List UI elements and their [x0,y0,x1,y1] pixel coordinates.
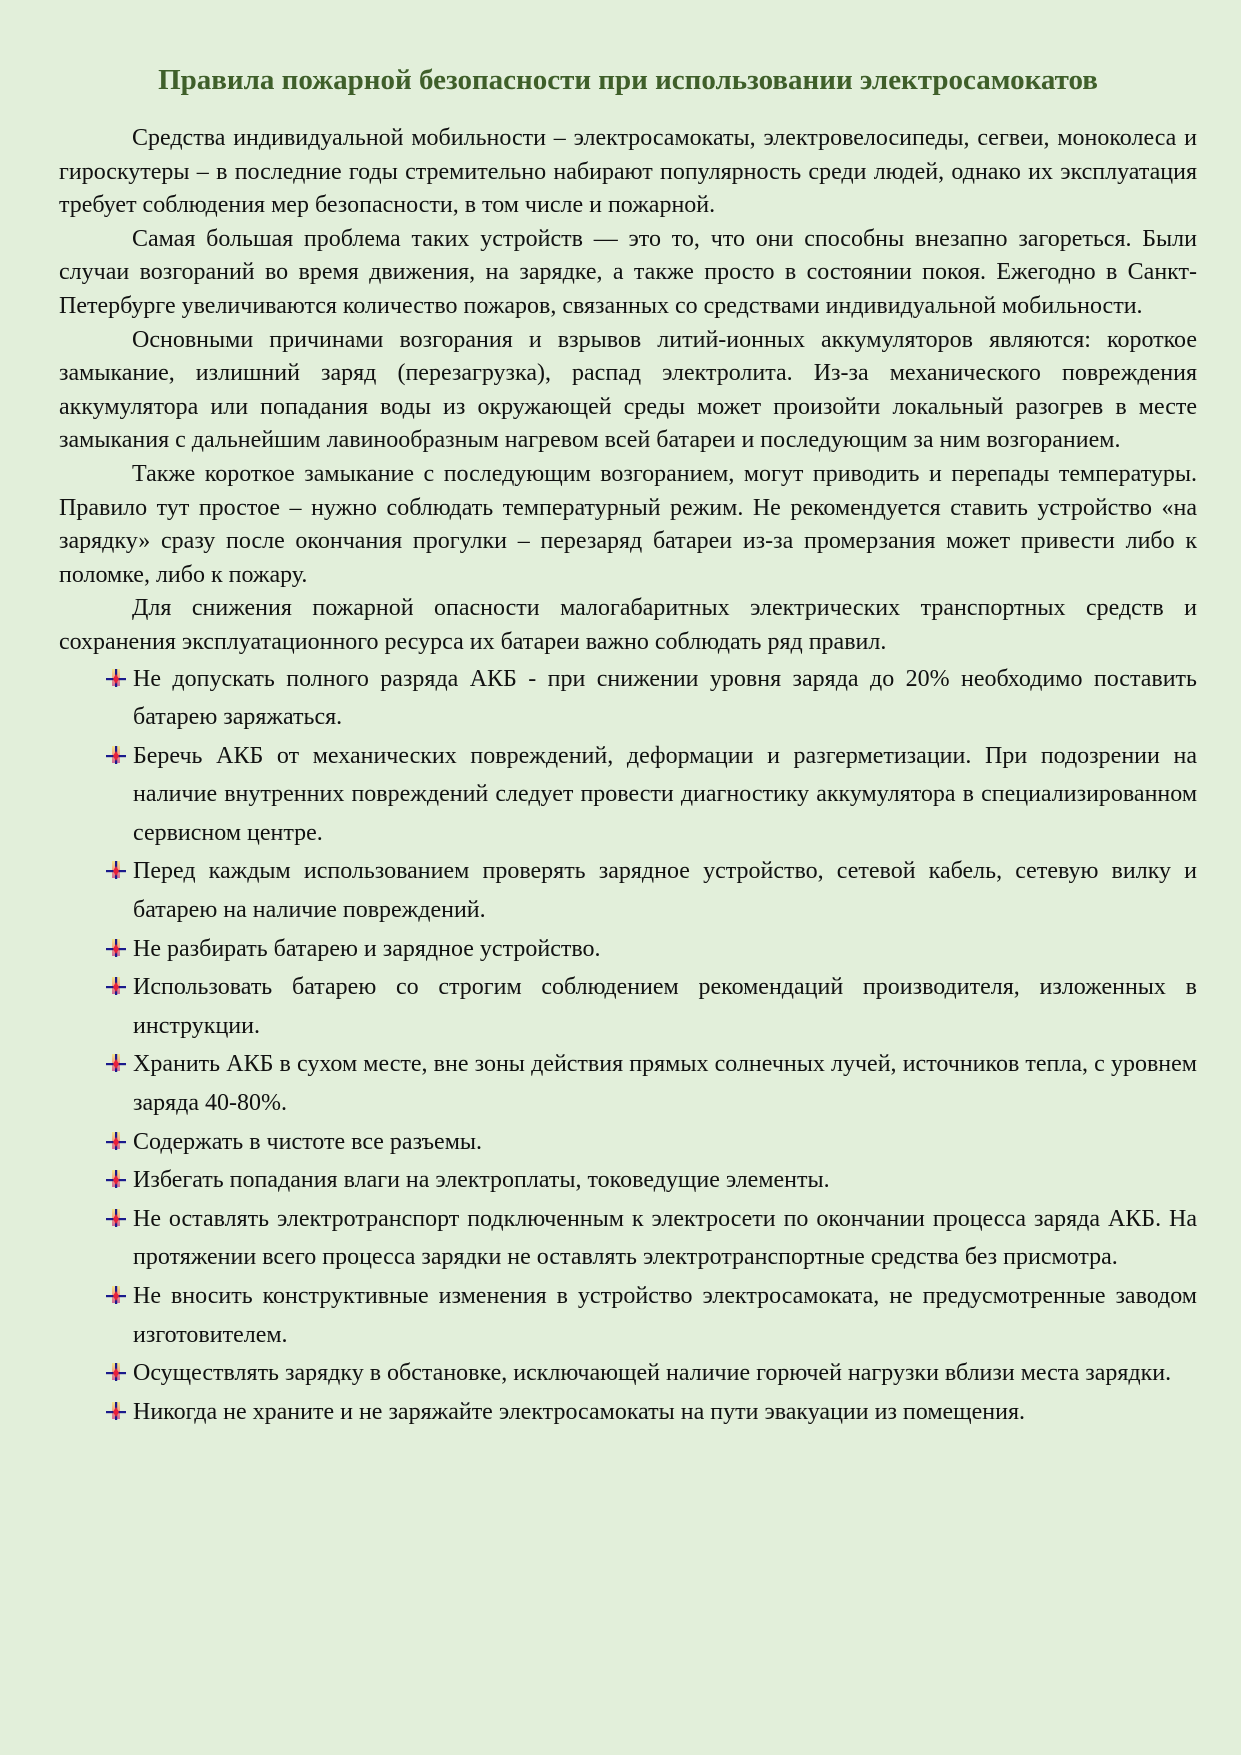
list-item [59,1123,1197,1162]
list-item-text: Осуществлять зарядку в обстановке, исключающей наличие горючей нагрузки вблизи места зарядки. [133,1360,1172,1387]
plus-star-icon [103,668,129,688]
plus-star-icon [103,1362,129,1382]
list-item [59,1045,1197,1122]
list-item-text: Не допускать полного разряда АКБ - при снижении уровня заряда до 20% необходимо поставить батарею заряжаться. [133,665,1197,731]
paragraph-1: Средства индивидуальной мобильности – электросамокаты, электровелосипеды, сегвеи, моноколеса и гироскутеры – в последние годы стремительно набирают популярность среди людей, однако их эксплуатация требует соблюдения мер безопасности, в том числе и пожарной. [59,125,1197,219]
list-item [59,1161,1197,1200]
plus-star-icon [103,1169,129,1189]
plus-star-icon [103,745,129,765]
list-item-text: Не оставлять электротранспорт подключенным к электросети по окончании процесса заряда АКБ. На протяжении всего процесса зарядки не оставлять электротранспортные средства без присмотра. [133,1205,1197,1271]
list-item [59,1200,1197,1277]
list-item [59,737,1197,853]
plus-star-icon [103,976,129,996]
plus-star-icon [103,1131,129,1151]
list-item [59,1393,1197,1432]
paragraph-4: Также короткое замыкание с последующим возгоранием, могут приводить и перепады температуры. Правило тут простое – нужно соблюдать температурный режим. Не рекомендуется ставить устройство «на зарядку» сразу после окончания прогулки – перезаряд батареи из-за промерзания может привести либо к поломке, либо к пожару. [59,460,1197,588]
list-item [59,930,1197,969]
plus-star-icon [103,860,129,880]
list-item-text: Не вносить конструктивные изменения в устройство электросамоката, не предусмотренные заводом изготовителем. [133,1283,1197,1348]
intro-paragraphs [59,122,1197,660]
list-item-text: Беречь АКБ от механических повреждений, деформации и разгерметизации. При подозрении на наличие внутренних повреждений следует провести диагностику аккумулятора в специализированном сервисном центре. [133,742,1197,846]
list-item-text: Содержать в чистоте все разъемы. [133,1128,483,1155]
list-item-text: Перед каждым использованием проверять зарядное устройство, сетевой кабель, сетевую вилку и батарею на наличие повреждений. [133,858,1197,924]
list-item [59,968,1197,1045]
list-item [59,660,1197,737]
paragraph-5: Для снижения пожарной опасности малогабаритных электрических транспортных средств и сохранения эксплуатационного ресурса их батареи важно соблюдать ряд правил. [59,595,1197,655]
plus-star-icon [103,1053,129,1073]
list-item-text: Никогда не храните и не заряжайте электросамокаты на пути эвакуации из помещения. [133,1398,1026,1425]
plus-star-icon [103,1208,129,1228]
list-item-text: Избегать попадания влаги на электроплаты, токоведущие элементы. [133,1167,830,1194]
list-item [59,852,1197,929]
paragraph-2: Самая большая проблема таких устройств — это то, что они способны внезапно загореться. Были случаи возгораний во время движения, на зарядке, а также просто в состоянии покоя. Ежегодно в Санкт-Петербурге увеличиваются количество пожаров, связанных со средствами индивидуальной мобильности. [59,225,1197,319]
list-item-text: Не разбирать батарею и зарядное устройство. [133,935,601,962]
safety-rules-list [59,660,1197,1432]
page-title: Правила пожарной безопасности при использовании электросамокатов [158,64,1098,96]
plus-star-icon [103,938,129,958]
plus-star-icon [103,1285,129,1305]
list-item [59,1354,1197,1393]
paragraph-3: Основными причинами возгорания и взрывов литий-ионных аккумуляторов являются: короткое замыкание, излишний заряд (перезагрузка), распад электролита. Из-за механического повреждения аккумулятора или попадания воды из окружающей среды может произойти локальный разогрев в месте замыкания с дальнейшим лавинообразным нагревом всей батареи и последующим за ним возгоранием. [59,326,1197,454]
plus-star-icon [103,1401,129,1421]
list-item-text: Хранить АКБ в сухом месте, вне зоны действия прямых солнечных лучей, источников тепла, с уровнем заряда 40-80%. [133,1051,1197,1117]
list-item-text: Использовать батарею со строгим соблюдением рекомендаций производителя, изложенных в инструкции. [133,974,1197,1039]
list-item [59,1277,1197,1354]
